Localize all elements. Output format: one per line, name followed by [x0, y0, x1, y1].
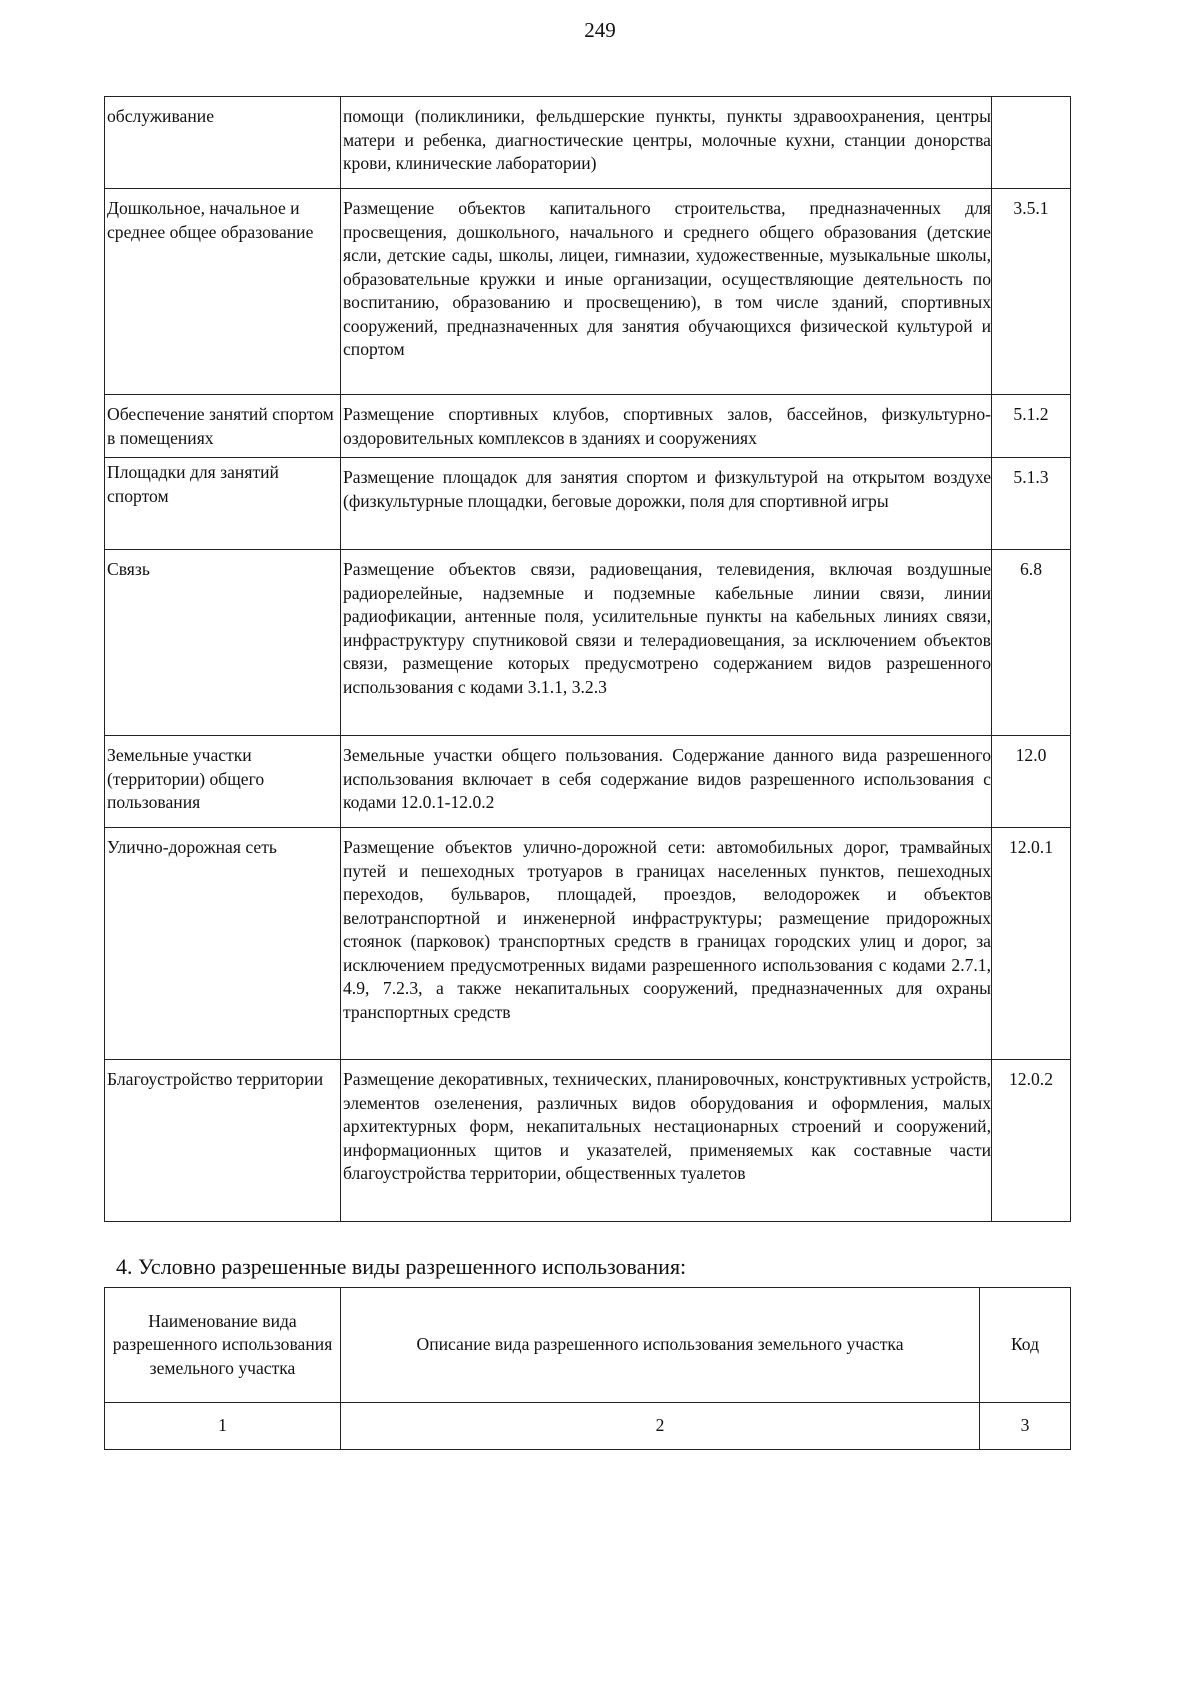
land-use-table-continued [104, 96, 1071, 1222]
use-code-cell: 12.0 [992, 736, 1071, 828]
header-use-description: Описание вида разрешенного использования земельного участка [341, 1288, 980, 1403]
header-code: Код [980, 1288, 1071, 1403]
use-name-cell: Улично-дорожная сеть [105, 828, 341, 1060]
use-description-cell: помощи (поликлиники, фельдшерские пункты, пункты здравоохранения, центры матери и ребенка, диагностические центры, молочные кухни, станции донорства крови, клинические лаборатории) [341, 97, 992, 189]
use-description-cell: Размещение объектов капитального строительства, предназначенных для просвещения, дошкольного, начального и среднего общего образования (детские ясли, детские сады, школы, лицеи, гимназии, художественные, музыкальные школы, образовательные кружки и иные организации, осуществляющие деятельность по воспитанию, образованию и просвещению), в том числе зданий, спортивных сооружений, предназначенных для занятия обучающихся физической культурой и спортом [341, 189, 992, 395]
section-heading: 4. Условно разрешенные виды разрешенного использования: [116, 1254, 687, 1279]
use-description-cell: Размещение декоративных, технических, планировочных, конструктивных устройств, элементов озеленения, различных видов оборудования и оформления, малых архитектурных форм, некапитальных нестационарных строений и сооружений, информационных щитов и указателей, применяемых как составные части благоустройства территории, общественных туалетов [341, 1060, 992, 1222]
use-code-cell: 5.1.2 [992, 395, 1071, 458]
use-description-cell: Земельные участки общего пользования. Содержание данного вида разрешенного использования включает в себя содержание видов разрешенного использования с кодами 12.0.1-12.0.2 [341, 736, 992, 828]
use-description-cell: Размещение площадок для занятия спортом и физкультурой на открытом воздухе (физкультурные площадки, беговые дорожки, поля для спортивной игры [341, 458, 992, 550]
use-code-cell: 12.0.2 [992, 1060, 1071, 1222]
use-name-cell: Площадки для занятий спортом [105, 458, 341, 550]
conditional-use-table [104, 1287, 1071, 1450]
table-row [105, 97, 1071, 189]
column-number: 2 [341, 1403, 980, 1450]
use-description-cell: Размещение спортивных клубов, спортивных залов, бассейнов, физкультурно-оздоровительных комплексов в зданиях и сооружениях [341, 395, 992, 458]
page-number: 249 [584, 18, 616, 42]
use-name-cell: Земельные участки (территории) общего пользования [105, 736, 341, 828]
use-name-cell: обслуживание [105, 97, 341, 189]
use-name-cell: Связь [105, 550, 341, 736]
column-number: 3 [980, 1403, 1071, 1450]
table-row [105, 189, 1071, 395]
table-row [105, 828, 1071, 1060]
table-row [105, 1060, 1071, 1222]
table-header-row [105, 1288, 1071, 1403]
use-name-cell: Дошкольное, начальное и среднее общее образование [105, 189, 341, 395]
column-number: 1 [105, 1403, 341, 1450]
use-description-cell: Размещение объектов улично-дорожной сети: автомобильных дорог, трамвайных путей и пешеходных тротуаров в границах населенных пунктов, пешеходных переходов, бульваров, площадей, проездов, велодорожек и объектов велотранспортной и инженерной инфраструктуры; размещение придорожных стоянок (парковок) транспортных средств в границах городских улиц и дорог, за исключением предусмотренных видами разрешенного использования с кодами 2.7.1, 4.9, 7.2.3, а также некапитальных сооружений, предназначенных для охраны транспортных средств [341, 828, 992, 1060]
use-code-cell [992, 97, 1071, 189]
use-code-cell: 12.0.1 [992, 828, 1071, 1060]
table-row [105, 736, 1071, 828]
header-use-name: Наименование вида разрешенного использования земельного участка [105, 1288, 341, 1403]
table-row [105, 550, 1071, 736]
column-number-row [105, 1403, 1071, 1450]
use-description-cell: Размещение объектов связи, радиовещания, телевидения, включая воздушные радиорелейные, надземные и подземные кабельные линии связи, линии радиофикации, антенные поля, усилительные пункты на кабельных линиях связи, инфраструктуру спутниковой связи и телерадиовещания, за исключением объектов связи, размещение которых предусмотрено содержанием видов разрешенного использования с кодами 3.1.1, 3.2.3 [341, 550, 992, 736]
use-code-cell: 6.8 [992, 550, 1071, 736]
use-code-cell: 3.5.1 [992, 189, 1071, 395]
table-row [105, 458, 1071, 550]
use-name-cell: Благоустройство территории [105, 1060, 341, 1222]
table-row [105, 395, 1071, 458]
use-code-cell: 5.1.3 [992, 458, 1071, 550]
use-name-cell: Обеспечение занятий спортом в помещениях [105, 395, 341, 458]
